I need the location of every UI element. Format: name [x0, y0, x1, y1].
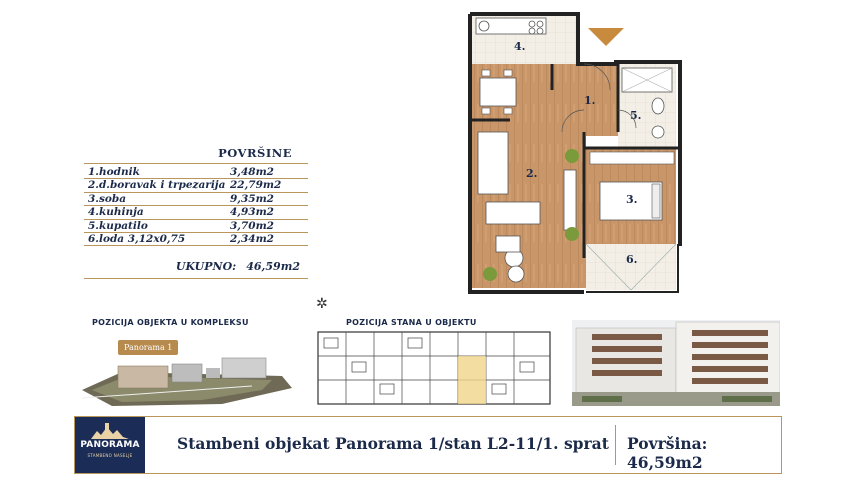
area-row-value: 4,93m2 — [230, 206, 274, 219]
room-label: 3. — [626, 193, 638, 206]
floor-plan — [466, 12, 686, 294]
area-row — [84, 233, 308, 246]
building-plan-drawing — [316, 326, 552, 406]
room-label: 6. — [626, 253, 638, 266]
building-plan — [316, 326, 552, 406]
area-row-value: 3,70m2 — [230, 219, 274, 232]
area-row-name: 1.hodnik — [88, 166, 140, 178]
complex-label: Panorama 1 — [118, 340, 178, 355]
area-row — [84, 220, 308, 233]
area-row-value: 9,35m2 — [230, 192, 274, 205]
footer-divider — [615, 425, 616, 465]
footer-bar — [74, 416, 782, 474]
area-table-title: POVRŠINE — [84, 146, 308, 164]
footer-title: Stambeni objekat Panorama 1/stan L2-11/1. sprat — [177, 434, 609, 453]
logo-subtitle: STAMBENO NASELJE — [87, 453, 133, 458]
panorama-logo — [75, 417, 145, 473]
room-label: 5. — [630, 109, 642, 122]
direction-arrow-icon — [588, 28, 624, 46]
area-total-value: 46,59m2 — [246, 260, 300, 274]
complex-render-image — [82, 326, 292, 406]
area-row — [84, 206, 308, 219]
area-row — [84, 166, 308, 179]
area-row-value: 22,79m2 — [230, 179, 282, 192]
footer-area: Površina: 46,59m2 — [627, 434, 708, 472]
building-photo — [572, 320, 780, 406]
flat-position-caption: POZICIJA STANA U OBJEKTU — [346, 318, 477, 327]
area-row-name: 5.kupatilo — [88, 219, 148, 232]
logo-wordmark: PANORAMA — [80, 440, 140, 450]
compass-icon: ✲ — [316, 296, 328, 312]
area-row-value: 3,48m2 — [230, 166, 274, 178]
area-row — [84, 193, 308, 206]
room-label: 4. — [514, 40, 526, 53]
complex-position-caption: POZICIJA OBJEKTA U KOMPLEKSU — [92, 318, 249, 327]
area-row — [84, 179, 308, 192]
room-label: 2. — [526, 167, 538, 180]
room-label: 1. — [584, 94, 596, 107]
area-total — [84, 260, 308, 279]
area-row-name: 3.soba — [88, 192, 127, 205]
area-table — [84, 146, 308, 279]
complex-render — [82, 326, 292, 406]
building-photo-image — [572, 320, 780, 406]
area-row-value: 2,34m2 — [230, 233, 274, 246]
area-row-name: 6.loda 3,12x0,75 — [88, 233, 186, 246]
floor-plan-drawing — [466, 12, 686, 294]
area-row-name: 2.d.boravak i trpezarija — [88, 179, 226, 192]
area-total-label: UKUPNO: — [175, 260, 237, 274]
area-row-name: 4.kuhinja — [88, 206, 144, 219]
